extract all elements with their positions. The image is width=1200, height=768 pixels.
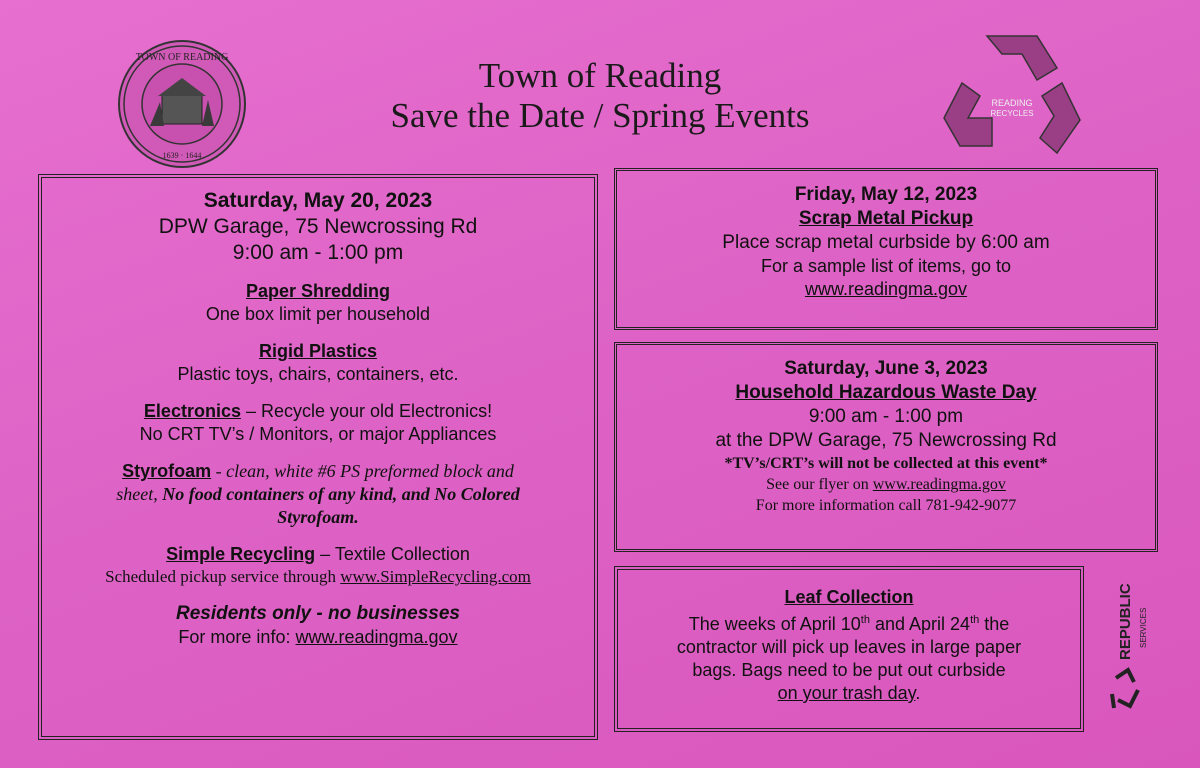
leaf-line-4 [618, 682, 1080, 705]
leaf-sup-1: th [860, 614, 870, 626]
leaf-line-4-end: . [915, 683, 921, 703]
simple-recycling-line [42, 543, 594, 566]
svg-text:SERVICES: SERVICES [1139, 607, 1148, 648]
leaf-title: Leaf Collection [784, 587, 914, 607]
styrofoam-text-b: sheet, [116, 484, 163, 504]
leaf-line-1a: The weeks of April 10 [688, 614, 861, 634]
hazard-flyer-link[interactable]: www.readingma.gov [872, 476, 1006, 493]
simple-recycling-line-2 [42, 566, 594, 588]
scrap-line-1: Place scrap metal curbside by 6:00 am [722, 232, 1050, 253]
scrap-title: Scrap Metal Pickup [798, 208, 974, 229]
more-info-text: For more info: [178, 627, 296, 647]
hazard-flyer-text: See our flyer on [766, 476, 873, 493]
town-seal-logo [116, 38, 248, 170]
more-info-link[interactable]: www.readingma.gov [295, 627, 458, 647]
hazard-phone: For more information call 781-942-9077 [755, 497, 1017, 514]
left-time: 9:00 am - 1:00 pm [232, 241, 404, 264]
simple-recycling-title: Simple Recycling [166, 544, 316, 564]
electronics-text-2: No CRT TV’s / Monitors, or major Appliances [139, 424, 497, 444]
styrofoam-text-c: No food containers of any kind, and No Colored [162, 484, 520, 504]
svg-text:1639 · 1644: 1639 · 1644 [162, 151, 202, 160]
hazard-date: Saturday, June 3, 2023 [784, 358, 988, 379]
page-title [300, 56, 900, 136]
hazard-flyer-line [617, 474, 1155, 495]
svg-text:RECYCLES: RECYCLES [990, 109, 1034, 118]
electronics-line [42, 400, 594, 423]
leaf-line-2: contractor will pick up leaves in large paper [676, 637, 1022, 657]
more-info-line [42, 626, 594, 649]
left-location: DPW Garage, 75 Newcrossing Rd [158, 215, 478, 238]
leaf-line-3: bags. Bags need to be put out curbside [692, 660, 1006, 680]
hazard-location: at the DPW Garage, 75 Newcrossing Rd [715, 430, 1057, 451]
hazard-title: Household Hazardous Waste Day [735, 382, 1037, 403]
electronics-title: Electronics [143, 401, 241, 421]
hazardous-waste-box [614, 342, 1158, 552]
rigid-plastics-title: Rigid Plastics [258, 341, 378, 361]
title-line-2: Save the Date / Spring Events [390, 96, 810, 135]
svg-text:TOWN OF READING: TOWN OF READING [135, 52, 229, 63]
svg-text:READING: READING [991, 98, 1033, 108]
left-date: Saturday, May 20, 2023 [203, 189, 433, 212]
simple-recycling-link[interactable]: www.SimpleRecycling.com [340, 567, 531, 586]
scrap-date: Friday, May 12, 2023 [794, 184, 978, 205]
leaf-line-4-text: on your trash day [777, 683, 916, 703]
leaf-collection-box [614, 566, 1084, 732]
reading-recycles-logo [942, 28, 1082, 158]
simple-recycling-text-2: Scheduled pickup service through [105, 567, 341, 586]
styrofoam-text-a: - clean, white #6 PS preformed block and [211, 461, 514, 481]
leaf-line-1 [618, 609, 1080, 636]
styrofoam-block [42, 460, 594, 529]
scrap-line-2: For a sample list of items, go to [760, 256, 1012, 276]
paper-shredding-title: Paper Shredding [245, 281, 391, 301]
republic-services-logo [1100, 560, 1160, 720]
styrofoam-text-d: Styrofoam. [277, 507, 359, 527]
hazard-time: 9:00 am - 1:00 pm [808, 406, 964, 427]
leaf-line-1c: the [979, 614, 1010, 634]
scrap-metal-box [614, 168, 1158, 330]
svg-text:REPUBLIC: REPUBLIC [1117, 583, 1134, 660]
hazard-note: *TV’s/CRT’s will not be collected at this event* [724, 455, 1048, 472]
leaf-line-1b: and April 24 [869, 614, 971, 634]
electronics-text: – Recycle your old Electronics! [240, 401, 493, 421]
may-20-event-box [38, 174, 598, 740]
scrap-link[interactable]: www.readingma.gov [804, 279, 968, 299]
styrofoam-title: Styrofoam [122, 461, 212, 481]
rigid-plastics-text: Plastic toys, chairs, containers, etc. [177, 364, 459, 384]
leaf-sup-2: th [970, 614, 980, 626]
title-line-1: Town of Reading [478, 56, 722, 95]
residents-only-note: Residents only - no businesses [175, 603, 461, 624]
simple-recycling-text: – Textile Collection [315, 544, 470, 564]
paper-shredding-text: One box limit per household [205, 304, 431, 324]
